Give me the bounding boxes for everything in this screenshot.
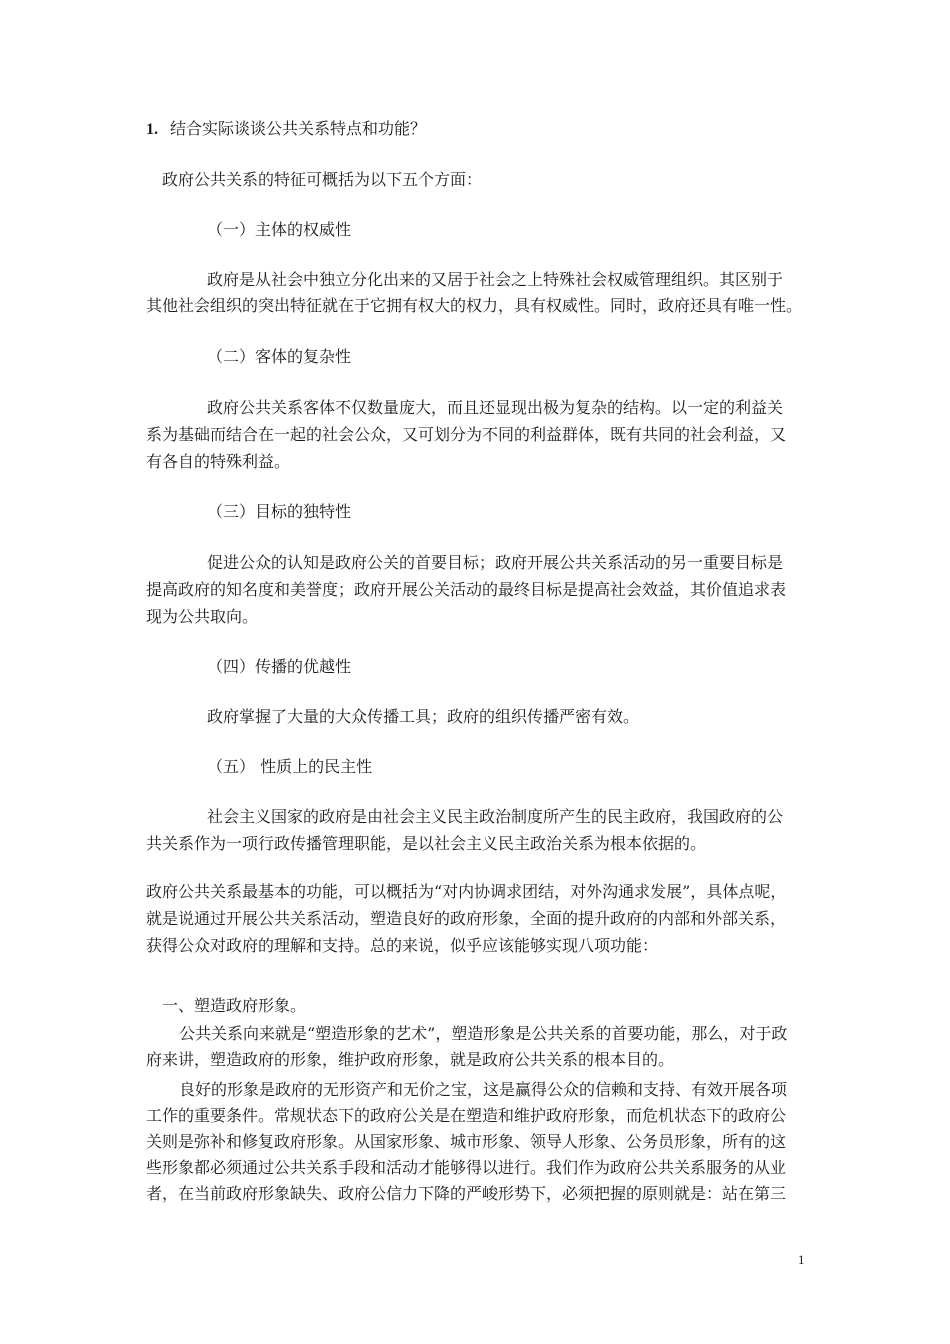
question-number: 1. — [146, 121, 158, 138]
paragraph-line: 关则是弥补和修复政府形象。从国家形象、城市形象、领导人形象、公务员形象，所有的这 — [146, 1132, 787, 1151]
paragraph-line: 社会主义国家的政府是由社会主义民主政治制度所产生的民主政府，我国政府的公 — [207, 807, 784, 826]
section-heading: （三）目标的独特性 — [207, 502, 352, 521]
paragraph-line: 政府公共关系客体不仅数量庞大，而且还显现出极为复杂的结构。以一定的利益关 — [207, 398, 784, 417]
paragraph-line: 政府掌握了大量的大众传播工具；政府的组织传播严密有效。 — [207, 707, 640, 726]
paragraph-line: 共关系作为一项行政传播管理职能，是以社会主义民主政治关系为根本依据的。 — [146, 834, 707, 853]
paragraph-line: 公共关系向来就是“塑造形象的艺术”，塑造形象是公共关系的首要功能，那么，对于政 — [179, 1024, 788, 1043]
section-heading: （四）传播的优越性 — [207, 657, 352, 676]
paragraph-line: 其他社会组织的突出特征就在于它拥有权大的权力，具有权威性。同时，政府还具有唯一性。 — [146, 296, 803, 315]
section-heading: （一）主体的权威性 — [207, 220, 352, 239]
paragraph-line: 就是说通过开展公共关系活动，塑造良好的政府形象，全面的提升政府的内部和外部关系， — [146, 909, 787, 928]
paragraph-line: 获得公众对政府的理解和支持。总的来说，似乎应该能够实现八项功能： — [146, 936, 659, 955]
paragraph-line: 些形象都必须通过公共关系手段和活动才能够得以进行。我们作为政府公共关系服务的从业 — [146, 1158, 787, 1177]
paragraph-line: 促进公众的认知是政府公关的首要目标；政府开展公共关系活动的另一重要目标是 — [207, 553, 784, 572]
question-text: 结合实际谈谈公共关系特点和功能？ — [170, 119, 427, 138]
page-number: 1 — [798, 1252, 805, 1267]
section-heading: （五） 性质上的民主性 — [207, 757, 373, 776]
paragraph-line: 现为公共取向。 — [146, 607, 259, 626]
paragraph-line: 政府是从社会中独立分化出来的又居于社会之上特殊社会权威管理组织。其区别于 — [207, 270, 784, 289]
paragraph-line: 政府公共关系最基本的功能，可以概括为“对内协调求团结，对外沟通求发展”，具体点呢， — [146, 882, 787, 901]
paragraph-line: 系为基础而结合在一起的社会公众，又可划分为不同的利益群体，既有共同的社会利益，又 — [146, 425, 787, 444]
intro-line: 政府公共关系的特征可概括为以下五个方面： — [162, 170, 483, 189]
paragraph-line: 提高政府的知名度和美誉度；政府开展公关活动的最终目标是提高社会效益，其价值追求表 — [146, 580, 787, 599]
paragraph-line: 工作的重要条件。常规状态下的政府公关是在塑造和维护政府形象，而危机状态下的政府公 — [146, 1106, 787, 1125]
question-heading — [146, 114, 806, 145]
paragraph-line: 有各自的特殊利益。 — [146, 452, 291, 471]
paragraph-line: 者，在当前政府形象缺失、政府公信力下降的严峻形势下，必须把握的原则就是：站在第三 — [146, 1184, 787, 1203]
section-heading: （二）客体的复杂性 — [207, 347, 352, 366]
paragraph-line: 府来讲，塑造政府的形象，维护政府形象，就是政府公共关系的根本目的。 — [146, 1050, 675, 1069]
function-heading: 一、塑造政府形象。 — [162, 996, 307, 1015]
paragraph-line: 良好的形象是政府的无形资产和无价之宝，这是赢得公众的信赖和支持、有效开展各项 — [179, 1080, 788, 1099]
